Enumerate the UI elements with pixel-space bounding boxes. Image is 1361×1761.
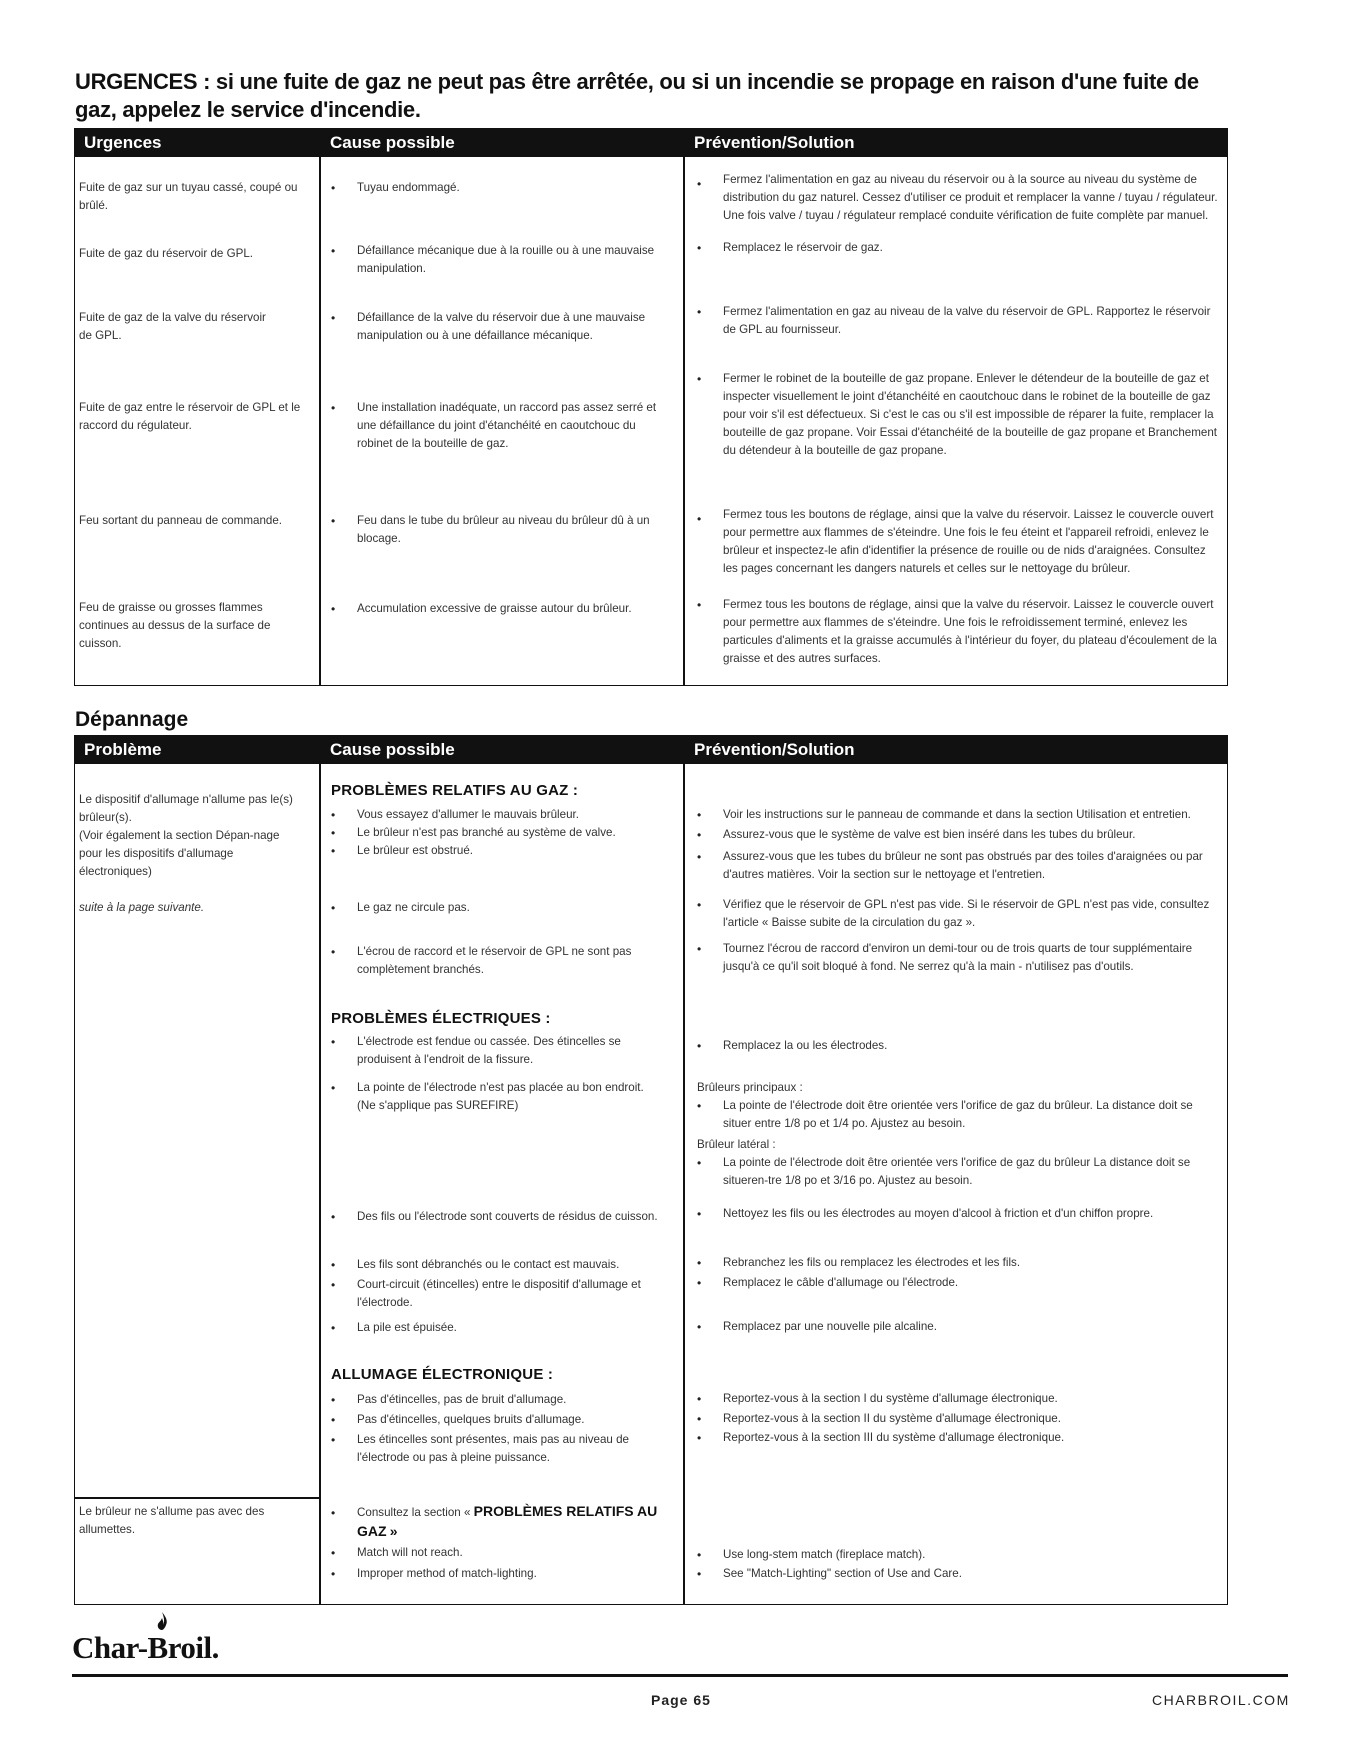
solution-item: Reportez-vous à la section II du système d'allumage électronique.	[723, 1412, 1061, 1425]
solution-item: La pointe de l'électrode doit être orientée vers l'orifice de gaz du brûleur. La distance doit se situer entre 1/8 po et 1/4 po. Ajustez au besoin.	[723, 1099, 1193, 1130]
footer-rule	[72, 1674, 1288, 1677]
cause-item: Le brûleur n'est pas branché au système de valve.	[357, 826, 616, 839]
cause-item: Défaillance mécanique due à la rouille ou à une mauvaise manipulation.	[357, 244, 655, 275]
solution-item: Remplacez la ou les électrodes.	[723, 1039, 888, 1052]
solution-item: Rebranchez les fils ou remplacez les électrodes et les fils.	[723, 1256, 1021, 1269]
emergency-item: Feu sortant du panneau de commande.	[79, 514, 283, 527]
depannage-title: Dépannage	[75, 708, 189, 731]
ignition-title: ALLUMAGE ÉLECTRONIQUE :	[331, 1366, 554, 1383]
cause-item: Les étincelles sont présentes, mais pas au niveau de l'électrode ou pas à pleine puissance.	[357, 1433, 629, 1464]
cause-item: L'électrode est fendue ou cassée. Des étincelles se produisent à l'endroit de la fissure.	[357, 1035, 621, 1066]
problem-item: Le brûleur ne s'allume pas avec des allumettes.	[79, 1505, 265, 1536]
solution-subhead: Brûleurs principaux :	[697, 1081, 803, 1094]
emergency-item: Fuite de gaz du réservoir de GPL.	[79, 247, 253, 260]
cause-item: La pointe de l'électrode n'est pas placée au bon endroit. (Ne s'applique pas SUREFIRE)	[357, 1081, 644, 1112]
solution-item: Fermez l'alimentation en gaz au niveau de la valve du réservoir de GPL. Rapportez le réservoir de GPL au fournisseur.	[723, 305, 1211, 336]
emergency-table: Urgences Cause possible Prévention/Solution Fuite de gaz sur un tuyau cassé, coupé ou brûlé. Fuite de gaz du réservoir de GPL. Fuite de gaz de la valve du réservoir de GPL. Fuite de gaz entre le réservoir de GPL et le raccord du régulateur. Feu sortant du panneau de commande. Feu de graisse ou grosses flammes continues au dessus de la surface de cuisson. • Tuyau endommagé. • Défaillance mécanique due à la rouille ou à une mauvaise manipulation. • Défaillance de la valve du réservoir due à une mauvaise manipulation ou à une défaillance mécanique. • Une installation inadéquate, un raccord pas assez serré et une défaillance du joint d'étanchéité en caoutchouc du robinet de la bouteille de gaz. • Feu dans le tube du brûleur au niveau du brûleur dû à un blocage. • Accumulation excessive de graisse autour du brûleur. • Fermez l'alimentation en gaz au niveau du réservoir ou à la source au niveau du système de distribution du gaz naturel. Cessez d'utiliser ce produit et remplacer la vanne / tuyau / régulateur. Une fois valve / tuyau / régulateur remplacé conduite vérification de fuite complète par manuel. • Remplacez le réservoir de gaz. • Fermez l'alimentation en gaz au niveau de la valve du réservoir de GPL. Rapportez le réservoir de GPL au fournisseur. • Fermer le robinet de la bouteille de gaz propane. Enlever le détendeur de la bouteille de gaz et inspecter visuellement le joint d'étanchéité en caoutchouc dans le robinet de la bouteille de gaz pour voir s'il est défectueux. Si c'est le cas ou s'il est impossible de réparer la fuite, remplacer la bouteille de gaz propane. Voir Essai d'étanchéité de la bouteille de gaz propane et Branchement du détendeur à la bouteille de gaz propane. • Fermez tous les boutons de réglage, ainsi que la valve du réservoir. Laissez le couvercle ouvert pour permettre aux flammes de s'éteindre. Une fois le feu éteint et l'appareil refroidi, enlevez le brûleur et inspectez-le afin d'identifier la présence de rouille ou de nids d'araignées. Consultez les pages concernant les dangers naturels et celles sur le nettoyage du brûleur. • Fermez tous les boutons de réglage, ainsi que la valve du réservoir. Laissez le couvercle ouvert pour permettre aux flammes de s'éteindre. Une fois le refroidissement terminé, enlevez les particules d'aliments et la graisse accumulés à l'intérieur du foyer, du plateau d'écoulement de la graisse et des autres surfaces.	[74, 128, 1228, 686]
solution-item: Reportez-vous à la section I du système d'allumage électronique.	[723, 1392, 1058, 1405]
header-urgences: Urgences	[75, 129, 319, 157]
brand-logo: Char-Broil.	[72, 1630, 219, 1665]
match-cause-item: Consultez la section « PROBLÈMES RELATIFS AU GAZ »	[357, 1503, 658, 1539]
cause-item: Court-circuit (étincelles) entre le dispositif d'allumage et l'électrode.	[357, 1278, 641, 1309]
website-link[interactable]: CHARBROIL.COM	[1152, 1692, 1290, 1708]
emergency-item: Fuite de gaz entre le réservoir de GPL et le raccord du régulateur.	[79, 401, 301, 432]
cause-item: Les fils sont débranchés ou le contact est mauvais.	[357, 1258, 620, 1271]
solution-item: Fermer le robinet de la bouteille de gaz propane. Enlever le détendeur de la bouteille de gaz et inspecter visuellement le joint d'étanchéité en caoutchouc dans le robinet de la bouteille de gaz pour voir s'il est défectueux. Si c'est le cas ou s'il est impossible de réparer la fuite, remplacer la bouteille de gaz propane. Voir Essai d'étanchéité de la bouteille de gaz propane et Branchement du détendeur à la bouteille de gaz propane.	[723, 372, 1218, 457]
solution-subhead: Brûleur latéral :	[697, 1138, 776, 1151]
cause-item: Accumulation excessive de graisse autour du brûleur.	[357, 602, 632, 615]
cause-item: Défaillance de la valve du réservoir due à une mauvaise manipulation ou à une défaillance mécanique.	[357, 311, 646, 342]
emergency-item: Fuite de gaz sur un tuyau cassé, coupé ou brûlé.	[79, 181, 298, 212]
emergency-headline: URGENCES : si une fuite de gaz ne peut pas être arrêtée, ou si un incendie se propage en raison d'une fuite de gaz, appelez le service d'incendie.	[75, 69, 1199, 122]
cause-item: Pas d'étincelles, quelques bruits d'allumage.	[357, 1413, 585, 1426]
solution-item: Use long-stem match (fireplace match).	[723, 1548, 926, 1561]
solution-item: Remplacez le réservoir de gaz.	[723, 241, 883, 254]
cause-item: Match will not reach.	[357, 1546, 463, 1559]
page-number: Page 65	[651, 1692, 711, 1708]
cause-item: L'écrou de raccord et le réservoir de GPL ne sont pas complètement branchés.	[357, 945, 632, 976]
solution-item: Remplacez le câble d'allumage ou l'électrode.	[723, 1276, 959, 1289]
problem-item: Le dispositif d'allumage n'allume pas le(s) brûleur(s).	[79, 793, 293, 824]
solution-item: La pointe de l'électrode doit être orientée vers l'orifice de gaz du brûleur La distance doit se situeren-tre 1/8 po et 3/16 po. Ajustez au besoin.	[723, 1156, 1191, 1187]
continued-note: suite à la page suivante.	[79, 901, 205, 914]
cause-item: Pas d'étincelles, pas de bruit d'allumage.	[357, 1393, 567, 1406]
gas-problems-title: PROBLÈMES RELATIFS AU GAZ :	[331, 782, 579, 799]
emergency-item: Feu de graisse ou grosses flammes continues au dessus de la surface de cuisson.	[79, 601, 271, 650]
header-solution: Prévention/Solution	[685, 129, 1227, 157]
solution-item: Fermez tous les boutons de réglage, ainsi que la valve du réservoir. Laissez le couvercle ouvert pour permettre aux flammes de s'éteindre. Une fois le refroidissement terminé, enlevez les particules d'aliments et la graisse accumulés à l'intérieur du foyer, du plateau d'écoulement de la graisse et des autres surfaces.	[723, 598, 1217, 665]
cause-item: Des fils ou l'électrode sont couverts de résidus de cuisson.	[357, 1210, 658, 1223]
header-solution: Prévention/Solution	[685, 736, 1227, 764]
solution-item: Fermez tous les boutons de réglage, ainsi que la valve du réservoir. Laissez le couvercle ouvert pour permettre aux flammes de s'éteindre. Une fois le feu éteint et l'appareil refroidi, enlevez le brûleur et inspectez-le afin d'identifier la présence de rouille ou de nids d'araignées. Consultez les pages concernant les dangers naturels et celles sur le nettoyage du brûleur.	[723, 508, 1214, 575]
cause-item: Une installation inadéquate, un raccord pas assez serré et une défaillance du joint d'étanchéité en caoutchouc du robinet de la bouteille de gaz.	[357, 401, 657, 450]
cause-item: Le gaz ne circule pas.	[357, 901, 470, 914]
problem-note: (Voir également la section Dépan-nage pour les dispositifs d'allumage électroniques)	[79, 829, 280, 878]
cause-item: La pile est épuisée.	[357, 1321, 457, 1334]
header-cause: Cause possible	[321, 129, 683, 157]
solution-item: Tournez l'écrou de raccord d'environ un demi-tour ou de trois quarts de tour supplémentaire jusqu'à ce qu'il soit bloqué à fond. Ne serrez qu'à la main - n'utilisez pas d'outils.	[723, 942, 1193, 973]
emergency-item: Fuite de gaz de la valve du réservoir de GPL.	[79, 311, 266, 342]
electrical-problems-title: PROBLÈMES ÉLECTRIQUES :	[331, 1010, 551, 1027]
troubleshooting-table: Problème Cause possible Prévention/Solution Le dispositif d'allumage n'allume pas le(s) brûleur(s). (Voir également la section Dépan-nage pour les dispositifs d'allumage électroniques) suite à la page suivante. PROBLÈMES RELATIFS AU GAZ : • Vous essayez d'allumer le mauvais brûleur. • Le brûleur n'est pas branché au système de valve. • Le brûleur est obstrué. • Le gaz ne circule pas. • L'écrou de raccord et le réservoir de GPL ne sont pas complètement branchés. • Voir les instructions sur le panneau de commande et dans la section Utilisation et entretien. • Assurez-vous que le système de valve est bien inséré dans les tubes du brûleur. • Assurez-vous que les tubes du brûleur ne sont pas obstrués par des toiles d'araignées ou par d'autres matières. Voir la section sur le nettoyage et l'entretien. • Vérifiez que le réservoir de GPL n'est pas vide. Si le réservoir de GPL n'est pas vide, consultez l'article « Baisse subite de la circulation du gaz ». • Tournez l'écrou de raccord d'environ un demi-tour ou de trois quarts de tour supplémentaire jusqu'à ce qu'il soit bloqué à fond. Ne serrez qu'à la main - n'utilisez pas d'outils. PROBLÈMES ÉLECTRIQUES : • L'électrode est fendue ou cassée. Des étincelles se produisent à l'endroit de la fissure. • La pointe de l'électrode n'est pas placée au bon endroit. (Ne s'applique pas SUREFIRE) • Des fils ou l'électrode sont couverts de résidus de cuisson. • Les fils sont débranchés ou le contact est mauvais. • Court-circuit (étincelles) entre le dispositif d'allumage et l'électrode. • La pile est épuisée. • Remplacez la ou les électrodes. Brûleurs principaux : • La pointe de l'électrode doit être orientée vers l'orifice de gaz du brûleur. La distance doit se situer entre 1/8 po et 1/4 po. Ajustez au besoin. Brûleur latéral : • La pointe de l'électrode doit être orientée vers l'orifice de gaz du brûleur La distance doit se situeren-tre 1/8 po et 3/16 po. Ajustez au besoin. • Nettoyez les fils ou les électrodes au moyen d'alcool à friction et d'un chiffon propre. • Rebranchez les fils ou remplacez les électrodes et les fils. • Remplacez le câble d'allumage ou l'électrode. • Remplacez par une nouvelle pile alcaline. ALLUMAGE ÉLECTRONIQUE : • Pas d'étincelles, pas de bruit d'allumage. • Pas d'étincelles, quelques bruits d'allumage. • Les étincelles sont présentes, mais pas au niveau de l'électrode ou pas à pleine puissance. • Reportez-vous à la section I du système d'allumage électronique. • Reportez-vous à la section II du système d'allumage électronique. • Reportez-vous à la section III du système d'allumage électronique. Le brûleur ne s'allume pas avec des allumettes. • Consultez la section « PROBLÈMES RELATIFS AU GAZ » • Match will not reach. • Improper method of match-lighting. • Use long-stem match (fireplace match). • See "Match-Lighting" section of Use and Care.	[74, 735, 1228, 1605]
cause-item: Vous essayez d'allumer le mauvais brûleur.	[357, 808, 579, 821]
solution-item: Vérifiez que le réservoir de GPL n'est pas vide. Si le réservoir de GPL n'est pas vide, consultez l'article « Baisse subite de la circulation du gaz ».	[723, 898, 1210, 929]
cause-item: Le brûleur est obstrué.	[357, 844, 474, 857]
cause-item: Tuyau endommagé.	[357, 181, 460, 194]
cause-item: Improper method of match-lighting.	[357, 1567, 537, 1580]
cause-item: Feu dans le tube du brûleur au niveau du brûleur dû à un blocage.	[357, 514, 650, 545]
solution-item: Nettoyez les fils ou les électrodes au moyen d'alcool à friction et d'un chiffon propre.	[723, 1207, 1154, 1220]
solution-item: Assurez-vous que les tubes du brûleur ne sont pas obstrués par des toiles d'araignées ou par d'autres matières. Voir la section sur le nettoyage et l'entretien.	[723, 850, 1203, 881]
solution-item: Remplacez par une nouvelle pile alcaline.	[723, 1320, 937, 1333]
header-probleme: Problème	[75, 736, 319, 764]
solution-item: Voir les instructions sur le panneau de commande et dans la section Utilisation et entretien.	[723, 808, 1191, 821]
solution-item: Assurez-vous que le système de valve est bien inséré dans les tubes du brûleur.	[723, 828, 1136, 841]
solution-item: Fermez l'alimentation en gaz au niveau du réservoir ou à la source au niveau du système de distribution du gaz naturel. Cessez d'utiliser ce produit et remplacer la vanne / tuyau / régulateur. Une fois valve / tuyau / régulateur remplacé conduite vérification de fuite complète par manuel.	[723, 173, 1218, 222]
solution-item: See "Match-Lighting" section of Use and Care.	[723, 1567, 962, 1580]
solution-item: Reportez-vous à la section III du système d'allumage électronique.	[723, 1431, 1065, 1444]
header-cause: Cause possible	[321, 736, 683, 764]
